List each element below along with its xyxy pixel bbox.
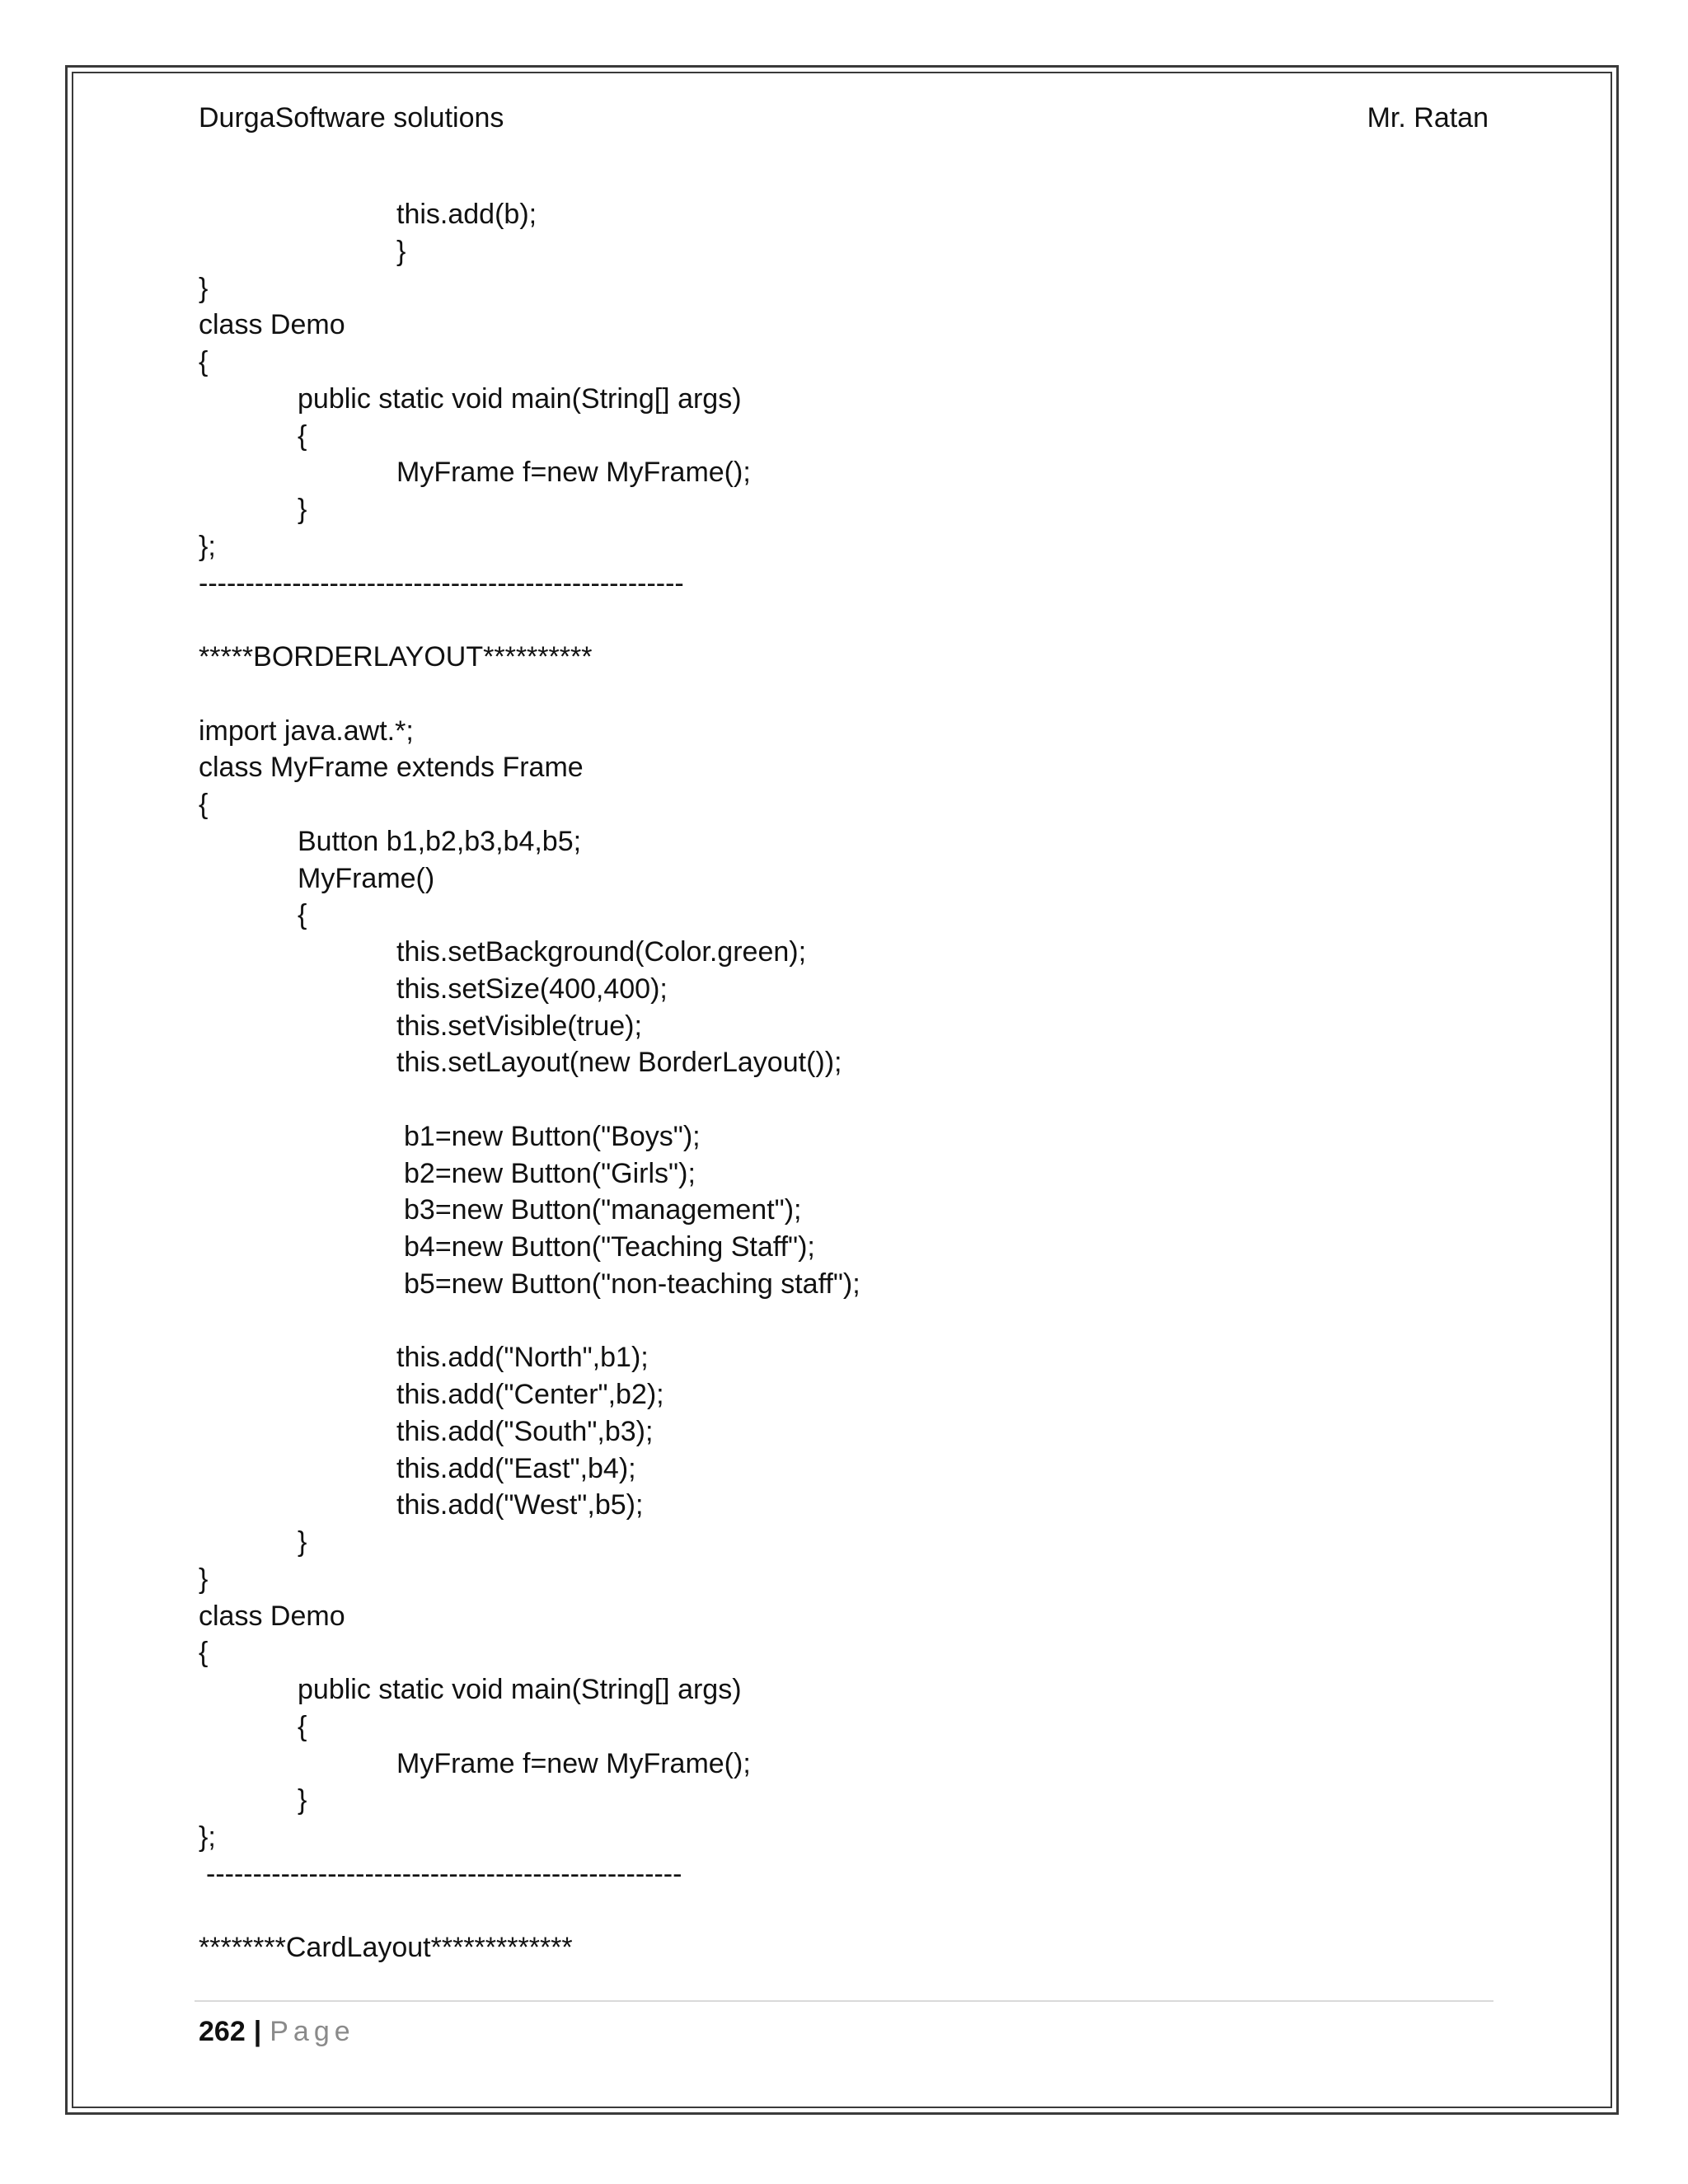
code-line: }: [298, 494, 307, 525]
blank-line: [199, 1303, 1484, 1340]
code-line: {: [199, 1637, 209, 1669]
page-header: [199, 97, 1489, 138]
code-line: b2=new Button("Girls");: [404, 1157, 696, 1189]
code-line: class Demo: [199, 309, 345, 341]
code-line: MyFrame f=new MyFrame();: [396, 457, 751, 489]
code-line: Button b1,b2,b3,b4,b5;: [298, 825, 582, 857]
code-line: public static void main(String[] args): [298, 382, 742, 415]
blank-line: [199, 602, 1484, 639]
code-line: class MyFrame extends Frame: [199, 752, 584, 784]
code-line: b5=new Button("non-teaching staff");: [404, 1268, 860, 1300]
code-line: this.add(b);: [396, 199, 537, 230]
code-line: this.setSize(400,400);: [396, 972, 668, 1005]
code-line: public static void main(String[] args): [298, 1674, 742, 1705]
footer-divider: [195, 2000, 1493, 2002]
code-line: }: [199, 272, 209, 304]
code-line: this.add("Center",b2);: [396, 1379, 664, 1410]
code-line: b4=new Button("Teaching Staff");: [404, 1231, 815, 1263]
code-line: {: [199, 789, 209, 820]
code-line: {: [199, 346, 209, 377]
code-line: this.add("East",b4);: [396, 1452, 636, 1484]
blank-line: [199, 1081, 1484, 1118]
page-number: 262: [199, 2016, 246, 2047]
code-line: b1=new Button("Boys");: [404, 1120, 701, 1152]
code-line: b3=new Button("management");: [404, 1194, 802, 1226]
code-line: };: [199, 1821, 216, 1853]
code-line: }: [298, 1526, 307, 1558]
code-line: {: [298, 1710, 307, 1742]
code-line: {: [298, 899, 307, 931]
page-label: Page: [270, 2016, 355, 2047]
code-listing: [199, 196, 1484, 1966]
code-line: import java.awt.*;: [199, 715, 414, 747]
code-line: this.setVisible(true);: [396, 1010, 642, 1042]
header-author: Mr. Ratan: [1367, 102, 1489, 134]
code-line: }: [199, 1563, 209, 1595]
header-company: DurgaSoftware solutions: [199, 102, 504, 134]
section-heading-cardlayout: ********CardLayout*************: [199, 1932, 573, 1964]
code-line: this.add("North",b1);: [396, 1342, 649, 1374]
code-line: this.setBackground(Color.green);: [396, 936, 807, 968]
section-heading-borderlayout: *****BORDERLAYOUT**********: [199, 641, 593, 673]
code-line: }: [298, 1784, 307, 1816]
blank-line: [199, 676, 1484, 713]
code-line: };: [199, 530, 216, 562]
code-line: this.add("West",b5);: [396, 1489, 644, 1521]
separator-line: ----------------------------------------------------: [199, 567, 684, 599]
page-separator: |: [253, 2016, 262, 2047]
code-line: MyFrame f=new MyFrame();: [396, 1747, 751, 1779]
code-line: this.setLayout(new BorderLayout());: [396, 1047, 842, 1079]
separator-line: ---------------------------------------------------: [206, 1858, 682, 1890]
code-line: }: [396, 235, 406, 267]
code-line: this.add("South",b3);: [396, 1415, 654, 1447]
code-line: MyFrame(): [298, 862, 435, 894]
page-footer: [199, 2011, 355, 2052]
code-line: class Demo: [199, 1600, 345, 1632]
code-line: {: [298, 419, 307, 452]
blank-line: [199, 1893, 1484, 1930]
